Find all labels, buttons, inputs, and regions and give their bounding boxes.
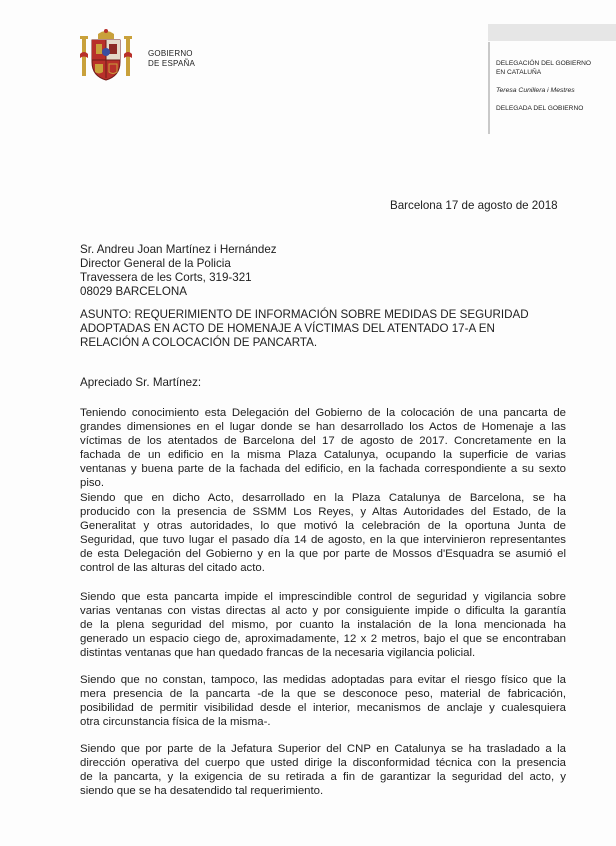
delegation-line-2: EN CATALUÑA — [496, 68, 542, 76]
official-title: DELEGADA DEL GOBIERNO — [496, 105, 584, 112]
addressee-line: Travessera de les Corts, 319-321 — [80, 271, 252, 284]
paragraph-line: grandes dimensiones en el lugar donde se han desarrollado los Actos de Homenaje a las — [80, 421, 566, 433]
paragraph-line: Siendo que por parte de la Jefatura Superior del CNP en Catalunya se ha trasladado a la — [80, 743, 566, 755]
delegation-name — [496, 60, 591, 77]
paragraph-line: de la pancarta, y la exigencia de su retirada a fin de garantizar la seguridad del acto, y — [80, 771, 566, 783]
paragraph-line: piso. — [80, 477, 105, 489]
paragraph-line: generado un espacio ciego de, aproximadamente, 12 x 2 metros, bajo el que se encontraban — [80, 633, 566, 645]
paragraph-5 — [80, 742, 566, 798]
header-gray-bar — [488, 24, 616, 41]
paragraph-line: control de las alturas del citado acto. — [80, 562, 265, 574]
paragraph-line: varias ventanas con vistas directas al acto y por consiguiente impide o dificulta la garantía — [80, 605, 566, 617]
paragraph-line: otra circunstancia física de la misma-. — [80, 716, 271, 728]
paragraph-line: Generalitat y otras autoridades, lo que motivó la celebración de la oportuna Junta de — [80, 520, 566, 532]
subject-line: ASUNTO: REQUERIMIENTO DE INFORMACIÓN SOBRE MEDIDAS DE SEGURIDAD — [80, 308, 529, 321]
coat-of-arms-icon — [78, 28, 134, 84]
paragraph-line: de esta Delegación del Gobierno y en la que por parte de Mossos d'Esquadra se asumió el — [80, 548, 566, 560]
paragraph-2 — [80, 491, 566, 575]
addressee-line: 08029 BARCELONA — [80, 285, 187, 298]
paragraph-line: siendo que se ha desatendido tal requerimiento. — [80, 785, 324, 797]
addressee-line: Director General de la Policia — [80, 257, 231, 270]
paragraph-line: dirección operativa del cuerpo que usted dirige la disconformidad técnica con la presencia — [80, 757, 566, 769]
paragraph-line: Siendo que no constan, tampoco, las medidas adoptadas para evitar el riesgo físico que la — [80, 674, 566, 686]
addressee-block — [80, 243, 277, 299]
paragraph-line: fachada de un edificio en la misma Plaza Catalunya, ocupando la superficie de varias — [80, 449, 566, 461]
paragraph-3 — [80, 590, 566, 660]
government-name — [148, 49, 195, 69]
paragraph-4 — [80, 673, 566, 729]
header-divider — [488, 42, 490, 134]
letter-date: Barcelona 17 de agosto de 2018 — [390, 199, 558, 212]
paragraph-line: Teniendo conocimiento esta Delegación del Gobierno de la colocación de una pancarta de — [80, 407, 566, 419]
official-name: Teresa Cunillera i Mestres — [496, 87, 575, 94]
paragraph-line: posibilidad de permitir visibilidad desde el interior, mecanismos de anclaje y cualesquiera — [80, 702, 566, 714]
greeting: Apreciado Sr. Martínez: — [80, 376, 202, 389]
paragraph-line: Siendo que en dicho Acto, desarrollado en la Plaza Catalunya de Barcelona, se ha — [80, 492, 566, 504]
paragraph-line: producido con la presencia de SSMM Los Reyes, y Altas Autoridades del Estado, de la — [80, 506, 566, 518]
subject-line: ADOPTADAS EN ACTO DE HOMENAJE A VÍCTIMAS DEL ATENTADO 17-A EN — [80, 322, 495, 335]
addressee-line: Sr. Andreu Joan Martínez i Hernández — [80, 243, 277, 256]
paragraph-1 — [80, 406, 566, 490]
gov-line-2: DE ESPAÑA — [148, 59, 195, 68]
paragraph-line: Seguridad, que tuvo lugar el pasado día 14 de agosto, en la que intervinieron representantes — [80, 534, 566, 546]
delegation-line-1: DELEGACIÓN DEL GOBIERNO — [496, 60, 592, 67]
paragraph-line: Siendo que esta pancarta impide el imprescindible control de seguridad y vigilancia sobre — [80, 591, 566, 603]
paragraph-line: víctimas de los atentados de Barcelona del 17 de agosto de 2017. Concretamente en la — [80, 435, 566, 447]
subject-line: RELACIÓN A COLOCACIÓN DE PANCARTA. — [80, 336, 318, 349]
paragraph-line: de la plena seguridad del mismo, por cuanto la instalación de la lona mencionada ha — [80, 619, 566, 631]
subject-block — [80, 308, 566, 350]
paragraph-line: distintas ventanas que han quedado francas de la necesaria vigilancia policial. — [80, 647, 476, 659]
paragraph-line: ventanas y buena parte de la fachada del edificio, en la fachada correspondiente a su sexto — [80, 463, 566, 475]
paragraph-line: mera presencia de la pancarta -de la que se desconoce peso, material de fabricación, — [80, 688, 566, 700]
gov-line-1: GOBIERNO — [148, 49, 193, 58]
